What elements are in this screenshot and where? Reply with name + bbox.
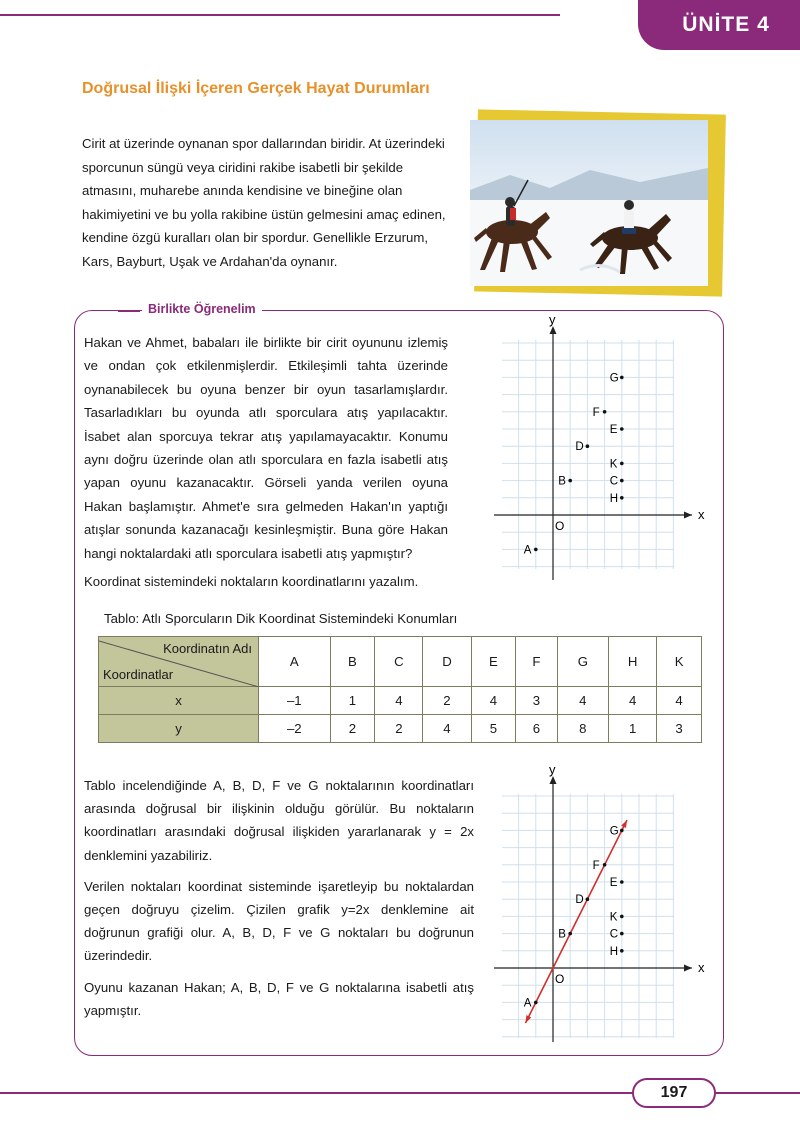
explanation-paragraph: Verilen noktaları koordinat sisteminde işaretleyip bu noktalardan geçen doğruyu çizelim. Çizilen grafik y=2x denklemine ait doğrunun grafiği olur. A, B, D, F ve G noktaları bu doğrunun üzerindedir. xyxy=(84,878,474,964)
point-label-h: H xyxy=(609,492,619,505)
point-label-a: A xyxy=(523,544,532,557)
x-axis-arrow xyxy=(684,512,692,519)
coordinates-table xyxy=(98,636,702,743)
point-label-e: E xyxy=(609,424,618,436)
column-header: D xyxy=(423,637,471,687)
point-h xyxy=(620,496,624,500)
table-cell: 4 xyxy=(471,687,516,715)
table-cell: 4 xyxy=(657,687,702,715)
column-header: B xyxy=(330,637,375,687)
point-label-f: F xyxy=(592,859,600,872)
table-cell: 4 xyxy=(375,687,423,715)
unit-label: ÜNİTE 4 xyxy=(682,13,770,36)
header-rule xyxy=(0,14,560,16)
point-e xyxy=(620,880,624,884)
column-header: E xyxy=(471,637,516,687)
table-cell: 4 xyxy=(609,687,657,715)
point-label-a: A xyxy=(523,997,532,1010)
section-title: Doğrusal İlişki İçeren Gerçek Hayat Durumları xyxy=(82,80,430,97)
table-cell: 8 xyxy=(557,715,608,743)
point-label-h: H xyxy=(609,945,619,958)
point-h xyxy=(620,949,624,953)
point-label-c: C xyxy=(609,928,619,941)
y-axis-label: y xyxy=(549,762,556,777)
column-header: A xyxy=(259,637,331,687)
point-label-e: E xyxy=(609,877,618,889)
table-caption: Tablo: Atlı Sporcuların Dik Koordinat Sistemindeki Konumları xyxy=(104,611,458,626)
table-cell: 1 xyxy=(609,715,657,743)
x-axis-label: x xyxy=(698,960,705,975)
y-axis-arrow xyxy=(550,776,557,784)
table-cell: 4 xyxy=(423,715,471,743)
header-coordinates: Koordinatlar xyxy=(103,667,174,682)
point-b xyxy=(568,479,572,483)
table-cell: 1 xyxy=(330,687,375,715)
explanation-paragraph: Oyunu kazanan Hakan; A, B, D, F ve G noktalarına isabetli atış yapmıştır. xyxy=(84,979,474,1018)
table-cell: –1 xyxy=(259,687,331,715)
point-label-b: B xyxy=(558,928,566,941)
line-arrowhead xyxy=(525,1015,531,1023)
point-label-k: K xyxy=(609,458,618,471)
table-cell: 6 xyxy=(516,715,557,743)
row-label: x xyxy=(99,687,259,715)
point-label-g: G xyxy=(609,372,619,385)
box-label-rule xyxy=(118,310,140,312)
point-d xyxy=(586,444,590,448)
table-cell: 4 xyxy=(557,687,608,715)
point-label-f: F xyxy=(592,406,600,419)
table-cell: 2 xyxy=(330,715,375,743)
row-label: y xyxy=(99,715,259,743)
coordinate-plane-line xyxy=(488,762,708,1046)
point-e xyxy=(620,427,624,431)
table-header-row xyxy=(99,637,702,687)
horse-riders-illustration xyxy=(470,120,708,286)
table-cell: 3 xyxy=(657,715,702,743)
point-b xyxy=(568,932,572,936)
point-label-c: C xyxy=(609,475,619,488)
page-number xyxy=(632,1078,716,1108)
y-axis-label: y xyxy=(549,312,556,327)
point-g xyxy=(620,829,624,833)
page-number-text: 197 xyxy=(660,1084,688,1101)
problem-paragraph: Hakan ve Ahmet, babaları ile birlikte bir cirit oyununu izlemiş ve ondan çok etkilenmişlerdir. Etkileşimli tahta üzerinde oynanabilecek bu oyuna benzer bir oyun tasarlamışlardır. Tasarladıkları bu oyunda atlı sporculara atış yapılacaktır. İsabet alan sporcuya tekrar atış yapılamayacaktır. Konumu aynı doğru üzerinde olan atlı sporculara en fazla isabetli atış yapan oyunu kazanacaktır. Görseli yanda verilen oyuna Hakan başlamıştır. Ahmet'e sıra gelmeden Hakan'ın yaptığı atışlar sonunda kazanacağı kesinleşmiştir. Buna göre Hakan hangi noktalardaki atlı sporculara isabetli atış yapmıştır? xyxy=(84,335,448,561)
x-axis-arrow xyxy=(684,965,692,972)
point-label-d: D xyxy=(575,441,584,454)
column-header: F xyxy=(516,637,557,687)
table-cell: 3 xyxy=(516,687,557,715)
point-f xyxy=(603,410,607,414)
point-a xyxy=(534,548,538,552)
point-a xyxy=(534,1001,538,1005)
point-label-d: D xyxy=(575,894,584,907)
origin-label: O xyxy=(555,972,565,986)
table-cell: 2 xyxy=(375,715,423,743)
unit-tab xyxy=(638,0,800,50)
x-axis-label: x xyxy=(698,507,705,522)
explanation-paragraph: Tablo incelendiğinde A, B, D, F ve G noktalarının koordinatları arasında doğrusal bir ilişkinin olduğu görülür. Bu noktaların koordinatları arasındaki doğrusal ilişkiden yararlanarak y = 2x denklemini yazabiliriz. xyxy=(84,778,474,863)
intro-paragraph: Cirit at üzerinde oynanan spor dallarından biridir. At üzerindeki sporcunun süngü veya ciridini rakibe isabetli bir şekilde atmasını, muharebe anında kendisine ve bineğine olan hakimiyetini ve bu yolla rakibine üstün gelmesini amaç edinen, kendine özgü kuralları olan bir spordur. Genellikle Erzurum, Kars, Bayburt, Uşak ve Ardahan'da oynanır. xyxy=(82,136,446,269)
table-corner-cell xyxy=(99,637,259,687)
point-c xyxy=(620,932,624,936)
point-label-b: B xyxy=(558,475,566,488)
header-coordinate-name: Koordinatın Adı xyxy=(163,641,252,656)
table-row xyxy=(99,715,702,743)
column-header: H xyxy=(609,637,657,687)
column-header: K xyxy=(657,637,702,687)
origin-label: O xyxy=(555,519,565,533)
point-f xyxy=(603,863,607,867)
table-cell: –2 xyxy=(259,715,331,743)
column-header: G xyxy=(557,637,608,687)
point-k xyxy=(620,462,624,466)
column-header: C xyxy=(375,637,423,687)
y-axis-arrow xyxy=(550,326,557,334)
point-g xyxy=(620,376,624,380)
point-d xyxy=(586,897,590,901)
cirit-photo xyxy=(470,112,720,292)
point-k xyxy=(620,915,624,919)
table-cell: 5 xyxy=(471,715,516,743)
table-cell: 2 xyxy=(423,687,471,715)
table-row xyxy=(99,687,702,715)
point-label-k: K xyxy=(609,911,618,924)
coordinate-instruction: Koordinat sistemindeki noktaların koordinatlarını yazalım. xyxy=(84,574,419,589)
point-c xyxy=(620,479,624,483)
explanation-text xyxy=(84,774,474,1030)
box-label: Birlikte Öğrenelim xyxy=(142,302,262,316)
point-label-g: G xyxy=(609,825,619,838)
coordinate-plane-points xyxy=(488,312,708,584)
